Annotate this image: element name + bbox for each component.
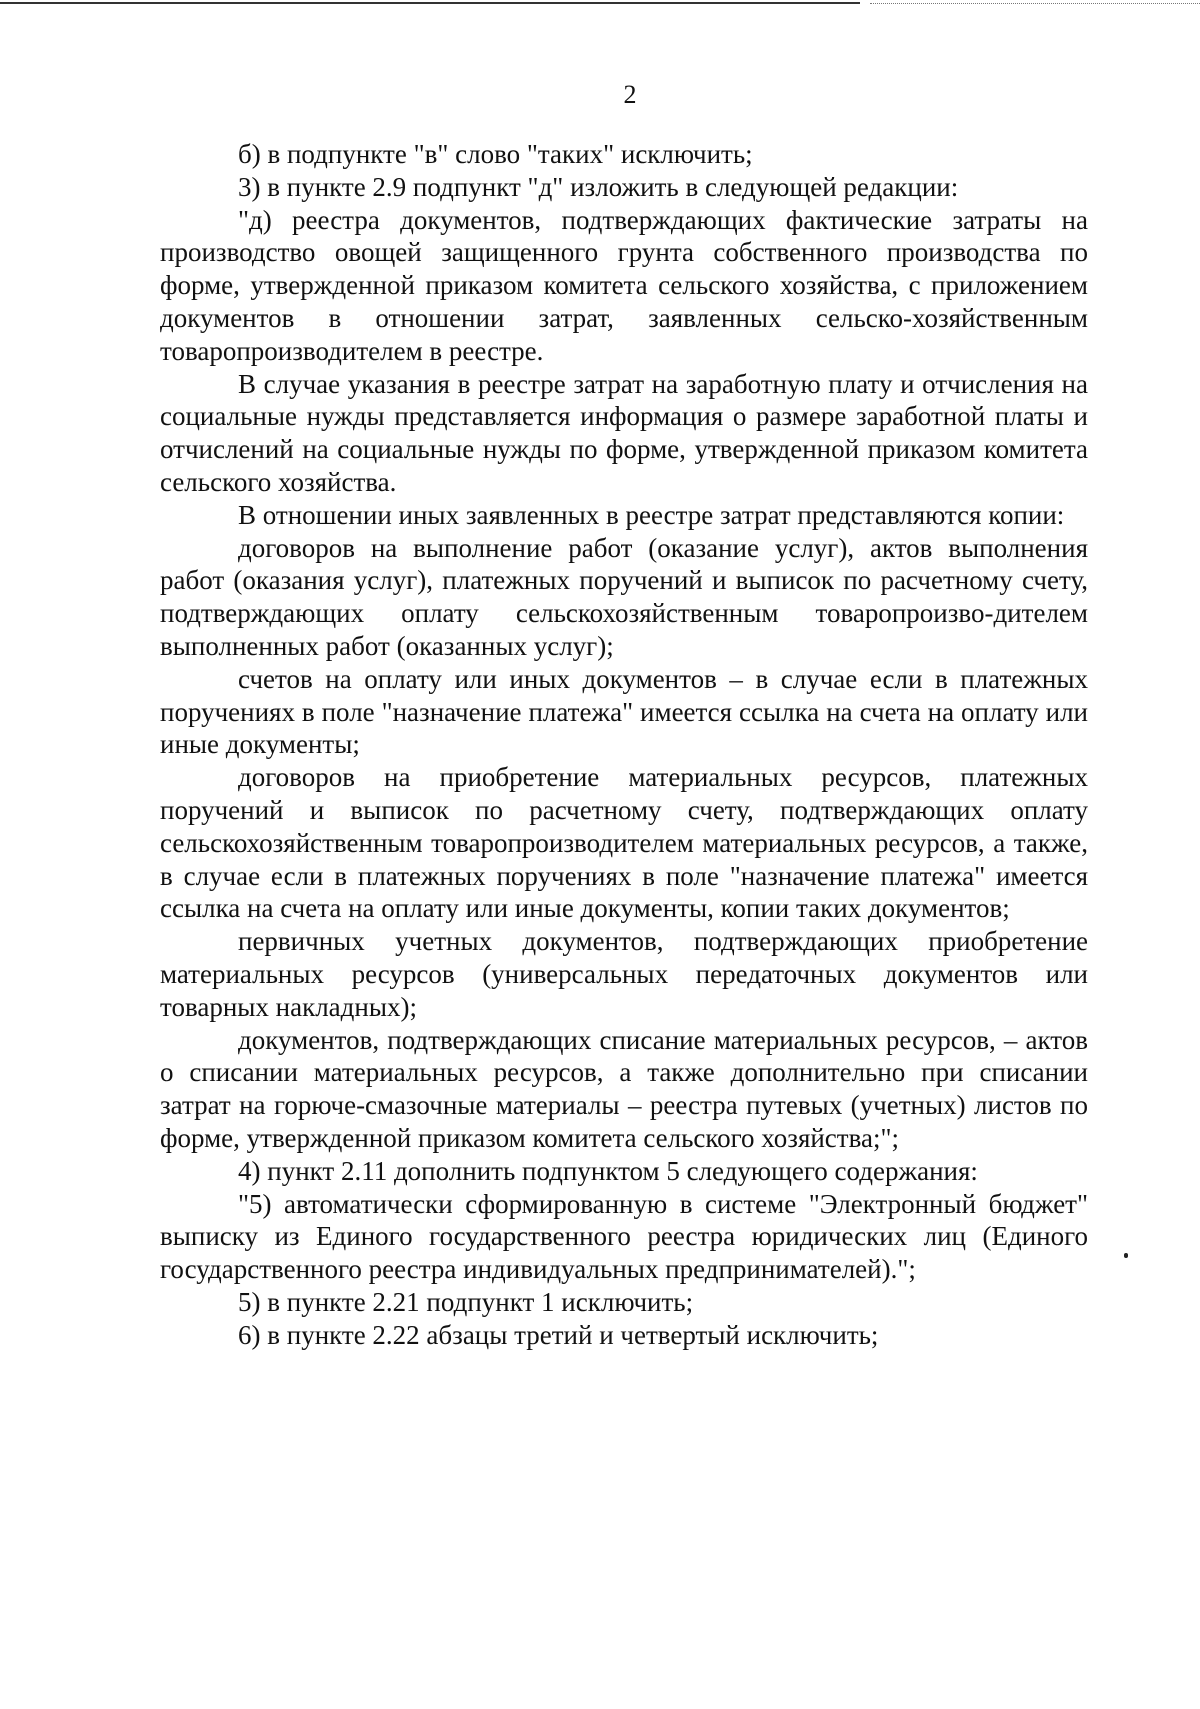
paragraph-amendment-b: б) в подпункте "в" слово "таких" исключить;	[238, 139, 753, 169]
paragraph-salary-costs: В случае указания в реестре затрат на заработную плату и отчисления на социальные нужды представляется информация о размере заработной платы и отчислений на социальные нужды по форме, утвержденной приказом комитета сельского хозяйства.	[160, 368, 1088, 497]
paragraph-write-off-documents: документов, подтверждающих списание материальных ресурсов, – актов о списании материальных ресурсов, а также дополнительно при списании затрат на горюче-смазочные материалы – реестра путевых (учетных) листов по форме, утвержденной приказом комитета сельского хозяйства;";	[160, 1024, 1088, 1153]
scan-top-edge	[0, 2, 860, 4]
paragraph-amendment-4: 4) пункт 2.11 дополнить подпунктом 5 следующего содержания:	[238, 1155, 978, 1186]
paragraph-subitem-d: "д) реестра документов, подтверждающих фактические затраты на производство овощей защищенного грунта собственного производства по форме, утвержденной приказом комитета сельского хозяйства, с приложением документов в отношении затрат, заявленных сельско-хозяйственным товаропроизводителем в реестре.	[160, 204, 1088, 366]
paragraph-subitem-5: "5) автоматически сформированную в системе "Электронный бюджет" выписку из Единого государственного реестра юридических лиц (Единого государственного реестра индивидуальных предпринимателей).";	[160, 1188, 1088, 1285]
paragraph-work-contracts: договоров на выполнение работ (оказание услуг), актов выполнения работ (оказания услуг), платежных поручений и выписок по расчетному счету, подтверждающих оплату сельскохозяйственным товаропроизво-дителем выполненных работ (оказанных услуг);	[160, 532, 1088, 661]
paragraph-amendment-5: 5) в пункте 2.21 подпункт 1 исключить;	[238, 1286, 694, 1317]
paragraph-material-contracts: договоров на приобретение материальных ресурсов, платежных поручений и выписок по расчетному счету, подтверждающих оплату сельскохозяйственным товаропроизводителем материальных ресурсов, а также, в случае если в платежных поручениях в поле "назначение платежа" имеется ссылка на счета на оплату или иные документы, копии таких документов;	[160, 762, 1088, 924]
scan-artifact-dot	[1124, 1253, 1128, 1258]
paragraph-other-costs: В отношении иных заявленных в реестре затрат представляются копии:	[238, 499, 1065, 530]
document-body	[160, 138, 1088, 1351]
paragraph-invoices: счетов на оплату или иных документов – в случае если в платежных поручениях в поле "назначение платежа" имеется ссылка на счета на оплату или иные документы;	[160, 663, 1088, 760]
page-number: 2	[623, 80, 637, 109]
scan-top-edge-faint	[870, 3, 1200, 4]
paragraph-primary-documents: первичных учетных документов, подтверждающих приобретение материальных ресурсов (универсальных передаточных документов или товарных накладных);	[160, 926, 1088, 1022]
paragraph-amendment-6: 6) в пункте 2.22 абзацы третий и четвертый исключить;	[238, 1319, 879, 1350]
paragraph-amendment-3: 3) в пункте 2.9 подпункт "д" изложить в следующей редакции:	[238, 171, 959, 202]
